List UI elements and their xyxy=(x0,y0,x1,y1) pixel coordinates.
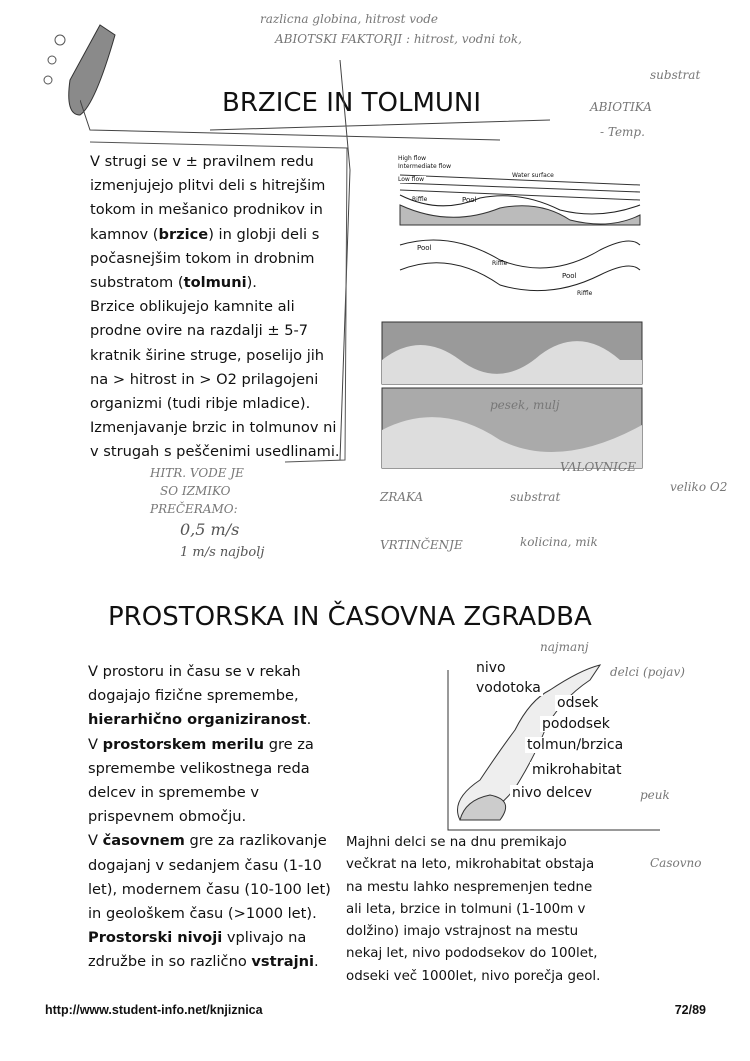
diagram-label: Pool xyxy=(562,272,577,280)
handwritten-note: Casovno xyxy=(650,856,702,870)
text-line: na mestu lahko nespremenjen tedne xyxy=(346,879,593,895)
diagram-label: Riffle xyxy=(492,260,508,267)
handwritten-note: kolicina, mik xyxy=(520,535,598,549)
handwritten-note: HITR. VODE JE xyxy=(150,466,244,480)
diagram-label: Water surface xyxy=(512,172,554,179)
text-line: dogajajo fizične spremembe, xyxy=(88,687,299,705)
text-line: Izmenjavanje brzic in tolmunov ni xyxy=(90,419,337,437)
handwritten-note: 1 m/s najbolj xyxy=(180,545,265,560)
page-number: 72/89 xyxy=(674,1003,706,1017)
text-line: delcev in spremembe v xyxy=(88,784,259,802)
text-line: dogajanj v sedanjem času (1-10 xyxy=(88,856,322,874)
text-line: V časovnem gre za razlikovanje xyxy=(88,832,327,850)
diagram-label: Riffle xyxy=(577,290,593,297)
handwritten-note: delci (pojav) xyxy=(610,665,685,679)
handwritten-note: ABIOTSKI FAKTORJI : hitrost, vodni tok, xyxy=(275,32,522,46)
text-line: hierarhično organiziranost. xyxy=(88,711,312,729)
handwritten-note: razlicna globina, hitrost vode xyxy=(260,12,439,26)
section2-right-text xyxy=(346,832,600,988)
handwritten-note: substrat xyxy=(650,68,701,82)
text-line: v strugah s peščenimi usedlinami. xyxy=(90,443,340,461)
handwritten-note: VRTINČENJE xyxy=(380,538,463,552)
diagram-label: Riffle xyxy=(412,196,428,203)
text-line: let), modernem času (10-100 let) xyxy=(88,880,331,898)
text-line: na > hitrost in > O2 prilagojeni xyxy=(90,370,319,388)
handwritten-note: SO IZMIKO xyxy=(160,484,231,498)
handwritten-note: pesek, mulj xyxy=(490,398,560,412)
text-line: nekaj let, nivo pododsekov do 100let, xyxy=(346,946,598,962)
diagram-label: Pool xyxy=(462,196,477,204)
handwritten-note: substrat xyxy=(510,490,561,504)
text-line: V strugi se v ± pravilnem redu xyxy=(90,153,314,170)
handwritten-note: 0,5 m/s xyxy=(180,520,240,539)
section-title-prostorska: PROSTORSKA IN ČASOVNA ZGRADBA xyxy=(108,602,592,632)
handwritten-note: ABIOTIKA xyxy=(590,100,652,114)
handwritten-note: veliko O2 xyxy=(670,480,728,494)
text-line: združbe in so različno vstrajni. xyxy=(88,953,319,971)
text-line: tokom in mešanico prodnikov in xyxy=(90,201,323,219)
text-line: odseki več 1000let, nivo porečja geol. xyxy=(346,968,601,984)
section2-left-text xyxy=(88,660,331,975)
text-line: in geološkem času (>1000 let). xyxy=(88,905,317,923)
diagram-label: Low flow xyxy=(398,176,425,183)
text-line: Brzice oblikujejo kamnite ali xyxy=(90,298,295,316)
text-line: kamnov (brzice) in globji deli s xyxy=(90,225,320,243)
text-line: prispevnem območju. xyxy=(88,808,247,826)
diagram-label: Pool xyxy=(417,244,432,252)
section-title-brzice: BRZICE IN TOLMUNI xyxy=(222,88,482,118)
text-line: organizmi (tudi ribje mladice). xyxy=(90,395,311,413)
footer-url[interactable]: http://www.student-info.net/knjiznica xyxy=(45,1003,263,1017)
text-line: spremembe velikostnega reda xyxy=(88,759,310,777)
chart-label: mikrohabitat xyxy=(532,762,622,778)
chart-label: nivo delcev xyxy=(512,785,593,801)
chart-label: tolmun/brzica xyxy=(527,737,624,753)
handwritten-note: ZRAKA xyxy=(380,490,424,504)
diagram-label: High flow xyxy=(398,155,427,162)
text-line: večkrat na leto, mikrohabitat obstaja xyxy=(346,857,595,873)
text-line: izmenjujejo plitvi deli s hitrejšim xyxy=(90,177,326,195)
text-line: V prostoru in času se v rekah xyxy=(88,663,301,680)
chart-label: nivo xyxy=(476,660,506,676)
text-line: kratnik širine struge, poselijo jih xyxy=(90,346,325,364)
handwritten-note: najmanj xyxy=(540,640,589,654)
diagram-label: Intermediate flow xyxy=(398,163,451,170)
chart-label: pododsek xyxy=(542,716,610,732)
chart-label: odsek xyxy=(557,695,599,711)
handwritten-note: VALOVNICE xyxy=(560,460,636,474)
chart-label: vodotoka xyxy=(476,680,541,696)
riffle-pool-diagram xyxy=(370,150,645,310)
text-line: počasnejšim tokom in drobnim xyxy=(90,249,315,267)
text-line: dolžino) imajo vstrajnost na mestu xyxy=(346,924,579,940)
text-line: ali leta, brzice in tolmuni (1-100m v xyxy=(346,901,586,917)
text-box-border xyxy=(85,140,355,470)
handwritten-note: PREČERAMO: xyxy=(150,502,238,516)
handwritten-note: - Temp. xyxy=(600,125,645,139)
text-line: V prostorskem merilu gre za xyxy=(88,735,314,753)
text-line: Prostorski nivoji vplivajo na xyxy=(88,929,307,947)
text-line: substratom (tolmuni). xyxy=(90,274,257,292)
text-line: Majhni delci se na dnu premikajo xyxy=(346,835,567,850)
text-line: prodne ovire na razdalji ± 5-7 xyxy=(90,322,309,340)
handwritten-note: peuk xyxy=(640,788,670,802)
